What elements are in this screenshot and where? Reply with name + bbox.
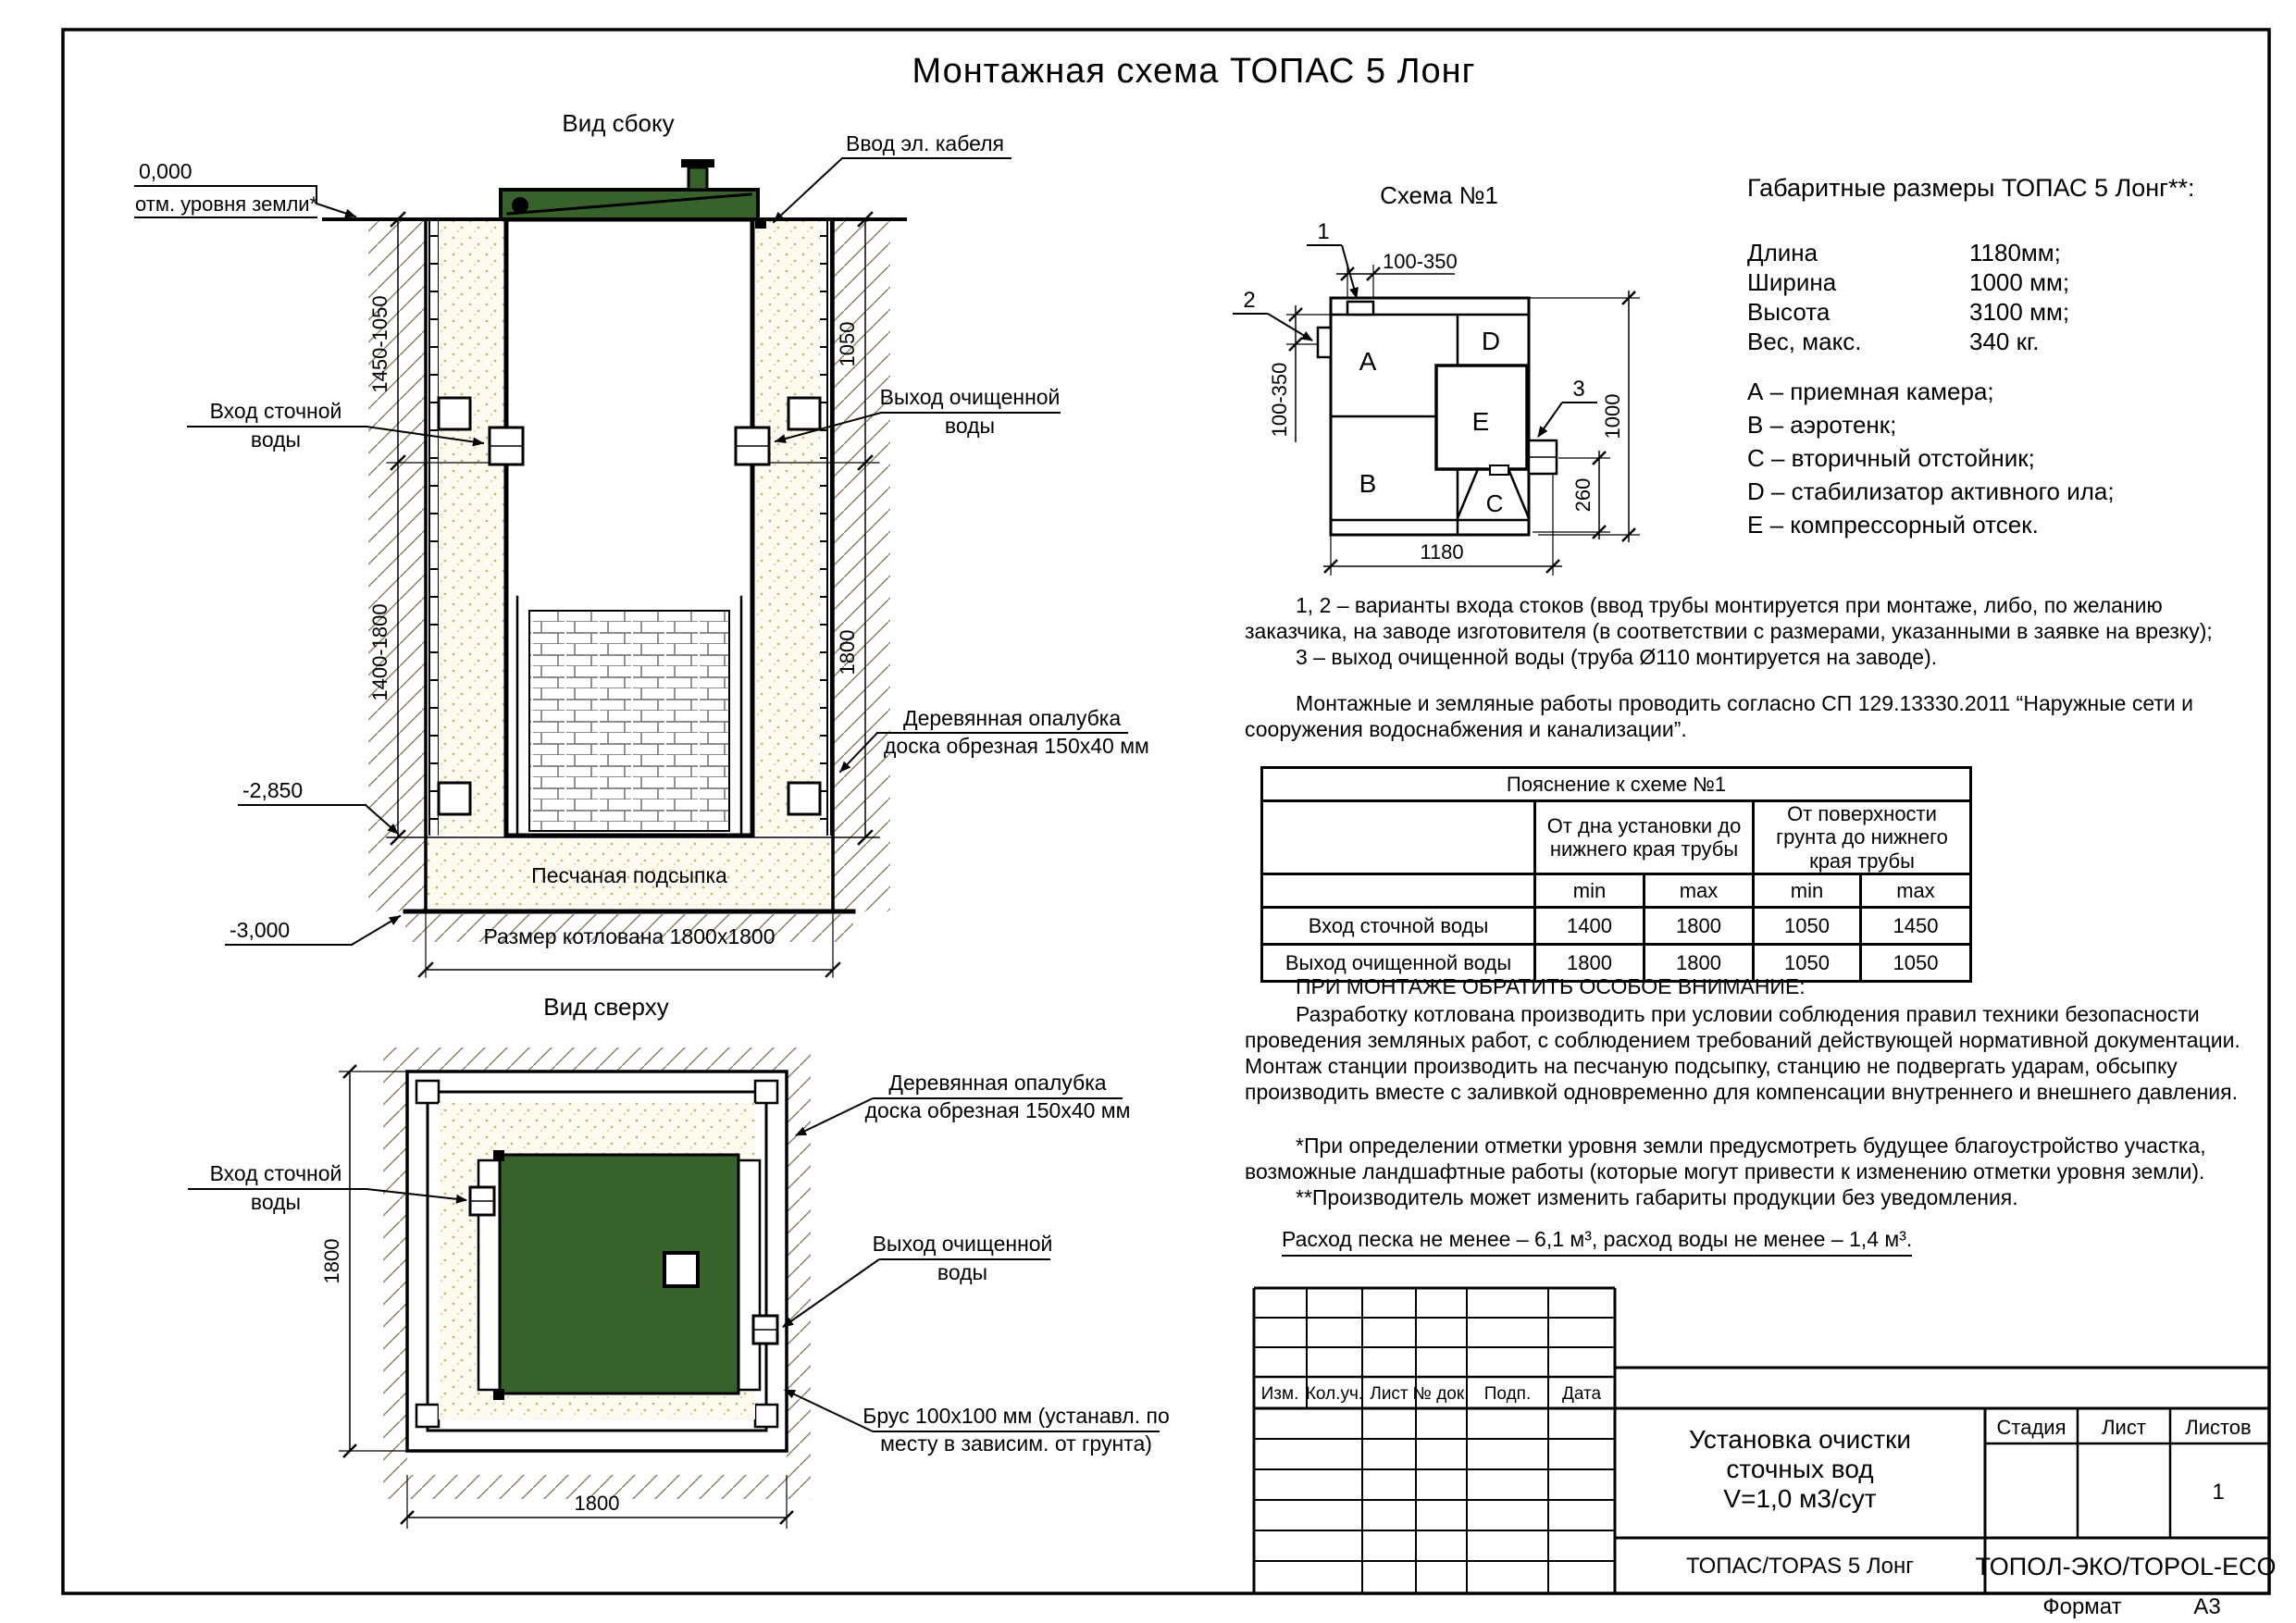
title-block — [1254, 1288, 2276, 1619]
sand-bed-label: Песчаная подсыпка — [531, 863, 727, 887]
scheme-callout-1 — [1307, 219, 1357, 298]
spec-value: 1000 мм; — [1969, 268, 2070, 296]
spec-row-length — [1747, 239, 2247, 268]
scheme-title: Схема №1 — [1380, 181, 1498, 209]
dim-right-top: 1050 — [836, 321, 859, 367]
spec-value: 340 кг. — [1969, 328, 2040, 355]
table-max2: max — [1861, 873, 1971, 907]
dim-left-bottom: 1400-1800 — [368, 603, 391, 701]
spec-label: Вес, макс. — [1747, 328, 1862, 355]
spec-label: Высота — [1747, 298, 1831, 326]
rev-col-koluch: Кол.уч. — [1305, 1384, 1364, 1404]
top-view-title: Вид сверху — [543, 993, 669, 1021]
svg-text:Деревянная опалубка: Деревянная опалубка — [903, 706, 1122, 730]
row-label: Выход очищенной воды — [1262, 944, 1535, 981]
cell: 1050 — [1754, 944, 1861, 981]
sand-left — [439, 221, 506, 836]
spec-value: 3100 мм; — [1969, 298, 2070, 326]
svg-text:Деревянная опалубка: Деревянная опалубка — [888, 1071, 1107, 1095]
legend-b: В – аэротенк; — [1747, 411, 1897, 439]
service-hatch — [664, 1253, 698, 1286]
svg-text:1: 1 — [1317, 219, 1330, 244]
scheme-1 — [1233, 181, 1640, 576]
scheme-dim-left: 100-350 — [1268, 362, 1291, 438]
cell: 1800 — [1644, 944, 1754, 981]
table-group2: От поверхности грунта до нижнего края трубы — [1754, 801, 1971, 874]
compartment-b: B — [1359, 469, 1377, 498]
scheme-pipe-1 — [1347, 302, 1373, 315]
svg-text:Выход очищенной: Выход очищенной — [872, 1232, 1053, 1256]
formwork-label-top — [796, 1071, 1130, 1135]
svg-text:месту в зависим. от грунта): месту в зависим. от грунта) — [880, 1431, 1152, 1456]
svg-text:отм. уровня земли*: отм. уровня земли* — [135, 192, 318, 216]
outlet-pipe — [736, 427, 769, 465]
scheme-dim-right: 1000 — [1601, 393, 1624, 440]
svg-text:Вход сточной: Вход сточной — [209, 399, 342, 423]
compartment-d: D — [1481, 327, 1501, 355]
footnote-1: *При определении отметки уровня земли предусмотреть будущее благоустройство участка, возможные ландшафтные работы (которые могут привести к изменению отметки уровня земли). — [1245, 1134, 2206, 1183]
company-name: ТОПОЛ-ЭКО/TOPOL-ECO — [1975, 1553, 2277, 1580]
legend-c: С – вторичный отстойник; — [1747, 444, 2035, 472]
tank-ribbed-base — [529, 611, 729, 831]
top-view — [188, 993, 1170, 1529]
vent-cap — [681, 159, 714, 167]
explanation-table — [1260, 766, 1972, 983]
cell: 1050 — [1861, 944, 1971, 981]
legend-e: Е – компрессорный отсек. — [1747, 511, 2039, 539]
svg-text:0,000: 0,000 — [139, 159, 192, 183]
compartment-e: E — [1471, 407, 1490, 436]
svg-text:доска обрезная 150х40 мм: доска обрезная 150х40 мм — [884, 734, 1149, 758]
svg-text:воды: воды — [937, 1260, 988, 1284]
side-view-title: Вид сбоку — [562, 109, 675, 137]
compartment-c: C — [1485, 489, 1504, 517]
cell: 1800 — [1535, 944, 1644, 981]
consumption-note: Расход песка не менее – 6,1 м³, расход воды не менее – 1,4 м³. — [1282, 1227, 1912, 1257]
row-label: Вход сточной воды — [1262, 907, 1535, 944]
rev-col-podp: Подп. — [1483, 1384, 1532, 1404]
svg-text:-3,000: -3,000 — [230, 918, 291, 942]
scheme-callout-3 — [1538, 377, 1597, 437]
spec-row-width — [1747, 268, 2247, 298]
svg-text:Вход сточной: Вход сточной — [209, 1161, 342, 1185]
pit-size-label: Размер котлована 1800х1800 — [483, 924, 776, 948]
svg-text:воды: воды — [944, 414, 996, 438]
attention-block — [1245, 973, 2274, 1105]
footnotes-block — [1245, 1133, 2274, 1210]
spec-value: 1180мм; — [1969, 239, 2061, 266]
spec-label: Ширина — [1747, 268, 1837, 296]
svg-text:3: 3 — [1572, 377, 1585, 402]
svg-text:воды: воды — [250, 427, 302, 452]
format-value: А3 — [2193, 1594, 2221, 1619]
tank-top — [500, 1155, 738, 1394]
scheme-dim-outlet: 260 — [1571, 477, 1595, 513]
product-name: ТОПАС/TOPAS 5 Лонг — [1686, 1554, 1914, 1579]
svg-text:2: 2 — [1243, 288, 1256, 313]
note-outlet: 3 – выход очищенной воды (труба Ø110 монтируется на заводе). — [1296, 645, 1938, 669]
table-title: Пояснение к схеме №1 — [1262, 768, 1971, 801]
inlet-pipe — [490, 427, 523, 465]
rev-col-data: Дата — [1561, 1384, 1602, 1404]
cell: 1450 — [1861, 907, 1971, 944]
spec-label: Длина — [1747, 239, 1818, 266]
note-variants: 1, 2 – варианты входа стоков (ввод трубы монтируется при монтаже, либо, по желанию заказчика, на заводе изготовителя (в соответствии с размерами, указанными в заявке на врезку); — [1245, 593, 2213, 643]
svg-text:Выход очищенной: Выход очищенной — [879, 385, 1061, 409]
beam-label-top — [785, 1390, 1170, 1456]
svg-text:доска обрезная 150х40 мм: доска обрезная 150х40 мм — [864, 1098, 1131, 1122]
table-row — [1262, 907, 1971, 944]
table-min1: min — [1535, 873, 1644, 907]
format-label: Формат — [2042, 1594, 2122, 1619]
compartment-a: A — [1359, 347, 1377, 376]
formwork-left — [426, 219, 439, 836]
inlet-pipe-top — [470, 1187, 494, 1215]
elevation-3000 — [226, 916, 400, 945]
cell: 1800 — [1644, 907, 1754, 944]
page-title: Монтажная схема ТОПАС 5 Лонг — [912, 52, 1476, 91]
sheet-label: Лист — [2102, 1416, 2146, 1439]
table-group1: От дна установки до нижнего края трубы — [1535, 801, 1754, 874]
attention-body: Разработку котлована производить при условии соблюдения правил техники безопасности проведения земляных работ, с соблюдением требований действующей нормативной документации. Монтаж станции производить на песчаную подсыпку, станцию не подвергать ударам, обсыпку производить вместе с заливкой одновременно для компенсации внутреннего и внешнего давления. — [1245, 1002, 2240, 1104]
rev-col-izm: Изм. — [1260, 1384, 1299, 1404]
dim-right-bottom: 1800 — [836, 629, 859, 675]
legend-d: D – стабилизатор активного ила; — [1747, 477, 2115, 505]
note-sp: Монтажные и земляные работы проводить согласно СП 129.13330.2011 “Наружные сети и сооружения водоснабжения и канализации”. — [1245, 691, 2193, 741]
side-view — [135, 109, 1149, 977]
table-empty — [1262, 873, 1535, 907]
svg-text:Брус 100х100 мм (устанавл. по: Брус 100х100 мм (устанавл. по — [863, 1404, 1170, 1428]
cell: 1050 — [1754, 907, 1861, 944]
formwork-right — [820, 219, 833, 836]
sand-right — [752, 221, 820, 836]
specs-heading: Габаритные размеры ТОПАС 5 Лонг**: — [1747, 174, 2195, 202]
elevation-0000 — [135, 159, 355, 217]
dim-left-top: 1450-1050 — [368, 295, 391, 393]
scheme-dim-top: 100-350 — [1383, 250, 1458, 273]
spec-row-height — [1747, 298, 2247, 328]
vent-pipe — [689, 167, 707, 190]
scheme-pipe-2 — [1318, 328, 1331, 357]
spec-row-weight — [1747, 328, 2247, 357]
doc-title-line2: сточных вод — [1726, 1455, 1874, 1483]
stage-label: Стадия — [1996, 1416, 2066, 1439]
dim-top-view-left: 1800 — [320, 1238, 343, 1284]
outlet-label-top — [783, 1232, 1052, 1327]
scheme-dim-bottom: 1180 — [1420, 540, 1464, 564]
cable-label — [774, 131, 1011, 222]
sheets-value: 1 — [2212, 1480, 2225, 1505]
outlet-pipe-top — [753, 1316, 777, 1344]
scheme-pipe-3 — [1529, 440, 1557, 474]
cell: 1400 — [1535, 907, 1644, 944]
notes-block — [1245, 592, 2270, 742]
svg-text:-2,850: -2,850 — [242, 778, 304, 802]
table-max1: max — [1644, 873, 1754, 907]
table-min2: min — [1754, 873, 1861, 907]
dim-top-view-bottom: 1800 — [574, 1492, 620, 1515]
svg-text:воды: воды — [250, 1190, 302, 1214]
footnote-2: **Производитель может изменить габариты продукции без уведомления. — [1296, 1185, 2018, 1209]
legend-a: А – приемная камера; — [1747, 378, 1994, 405]
doc-title-line3: V=1,0 м3/сут — [1723, 1484, 1877, 1513]
attention-heading: ПРИ МОНТАЖЕ ОБРАТИТЬ ОСОБОЕ ВНИМАНИЕ: — [1296, 974, 1806, 998]
cable-entry — [755, 220, 766, 229]
sheets-label: Листов — [2185, 1416, 2252, 1439]
table-corner — [1262, 801, 1535, 874]
doc-title-line1: Установка очистки — [1688, 1425, 1912, 1454]
rev-col-ndok: № док. — [1412, 1384, 1470, 1404]
svg-text:Ввод эл. кабеля: Ввод эл. кабеля — [846, 131, 1005, 155]
rev-col-list: Лист — [1370, 1384, 1409, 1404]
